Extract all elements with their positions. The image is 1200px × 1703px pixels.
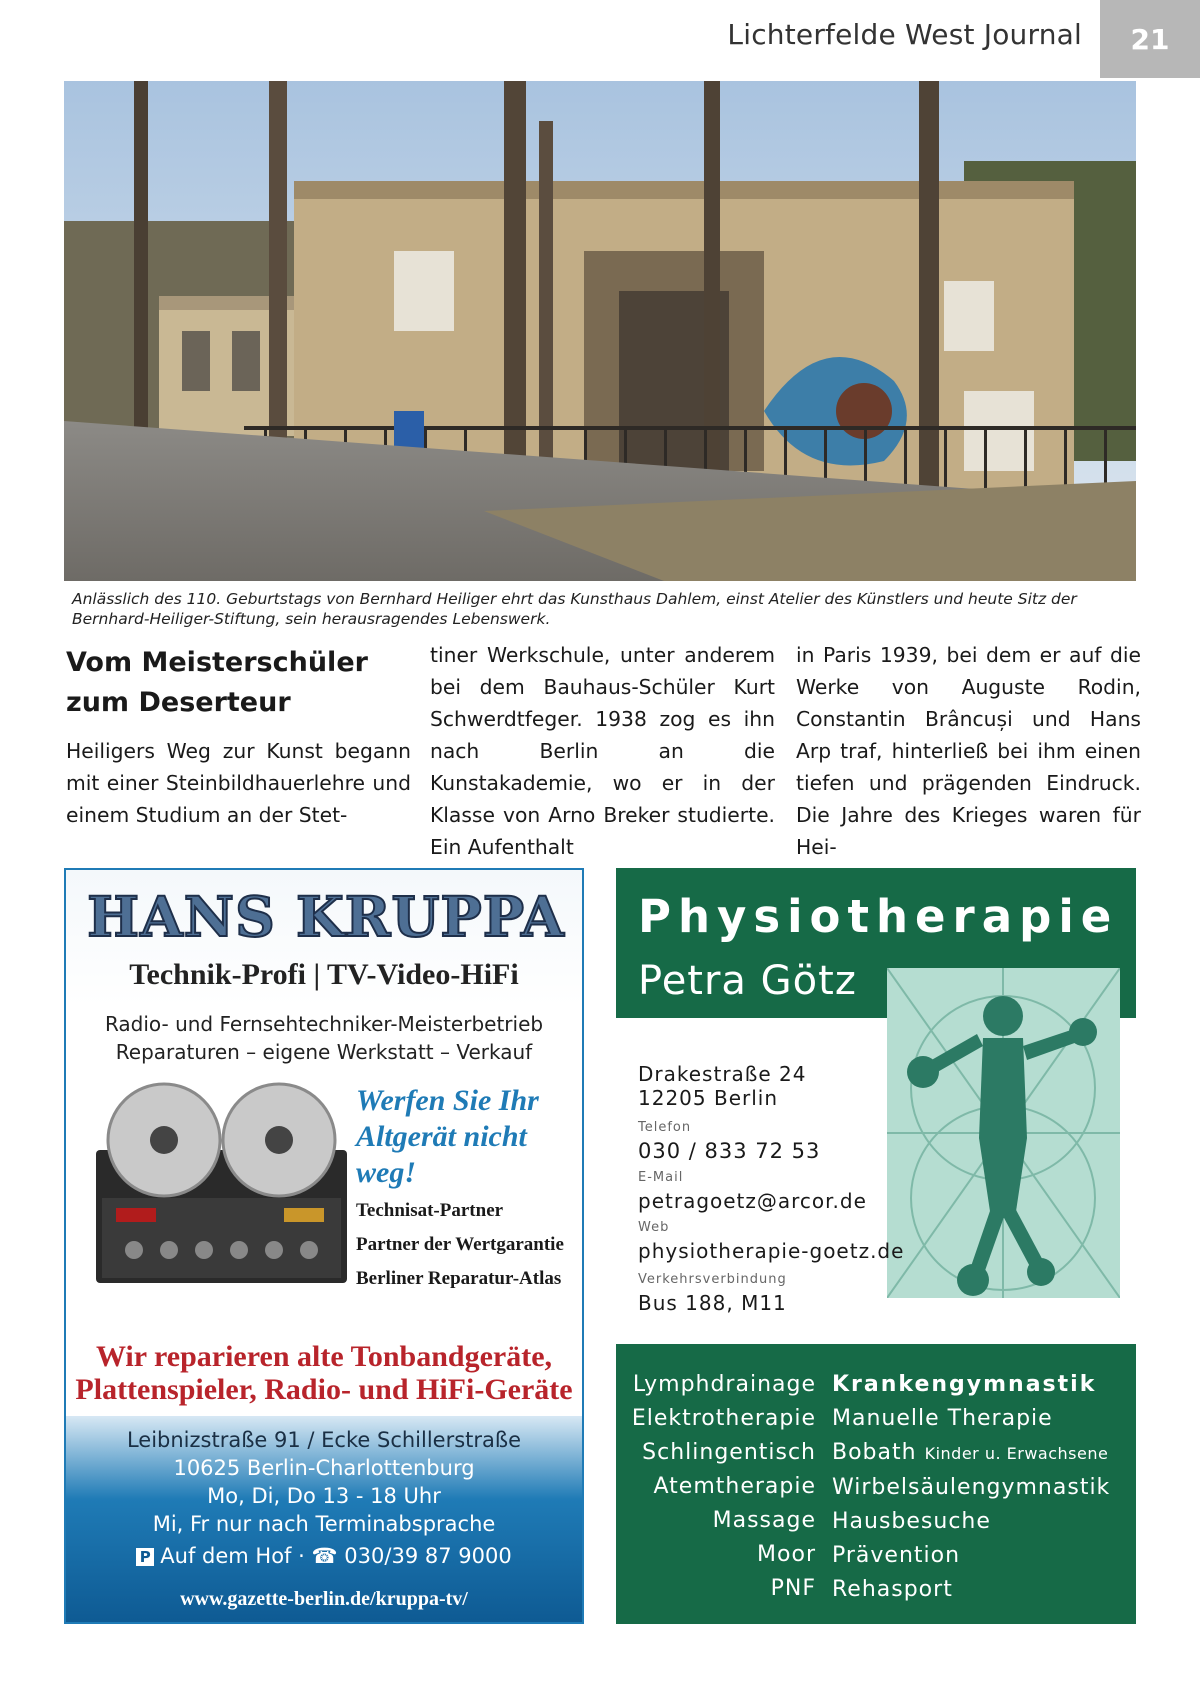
service-item: Prävention	[832, 1543, 961, 1568]
kruppa-line-2: Reparaturen – eigene Werkstatt – Verkauf	[115, 1040, 533, 1064]
kruppa-hours-2: Mi, Fr nur nach Terminabsprache	[152, 1512, 496, 1536]
service-bobath: Bobath	[832, 1440, 917, 1465]
service-bobath-note: Kinder u. Erwachsene	[924, 1444, 1109, 1463]
parking-icon: P	[136, 1548, 154, 1566]
kruppa-parking-phone	[66, 1544, 582, 1568]
kruppa-contact-panel	[66, 1416, 582, 1624]
physio-transit-block	[638, 1272, 787, 1315]
kruppa-parking-text: Auf dem Hof · ☎ 030/39 87 9000	[160, 1544, 512, 1568]
article-column-3: in Paris 1939, bei dem er auf die Werke von Auguste Rodin, Constantin Brâncuși und Hans Arp traf, hinterließ bei ihm einen tiefen und prägenden Eindruck. Die Jahre des Krieges waren für Hei-	[796, 643, 1141, 859]
service-item: Moor	[757, 1542, 816, 1567]
werfen-line-1: Werfen Sie Ihr	[356, 1084, 539, 1117]
article-headline	[66, 643, 406, 723]
physio-transit-label: Verkehrsverbindung	[638, 1272, 787, 1287]
kruppa-partner-1: Technisat-Partner	[356, 1200, 504, 1221]
physio-web-block	[638, 1220, 904, 1263]
physio-email[interactable]: petragoetz@arcor.de	[638, 1189, 867, 1213]
kruppa-slogan	[66, 1340, 582, 1406]
service-item: Rehasport	[832, 1577, 953, 1602]
physio-advertisement	[616, 868, 1136, 1624]
kruppa-line-1: Radio- und Fernsehtechniker-Meisterbetrieb	[104, 1012, 544, 1036]
headline-line-2: zum Deserteur	[66, 687, 291, 718]
kunsthaus-photo	[64, 81, 1136, 581]
physio-services-panel	[616, 1344, 1136, 1624]
kruppa-partner-2: Partner der Wertgarantie	[356, 1234, 564, 1255]
kruppa-werfen-text	[356, 1083, 576, 1191]
service-item: Wirbelsäulengymnastik	[832, 1475, 1111, 1500]
physio-phone-label: Telefon	[638, 1120, 692, 1135]
physio-transit: Bus 188, M11	[638, 1291, 787, 1315]
kruppa-hours-1: Mo, Di, Do 13 - 18 Uhr	[207, 1484, 441, 1508]
service-item: Krankengymnastik	[832, 1372, 1097, 1397]
physio-phone-block	[638, 1120, 820, 1163]
kruppa-partner-3: Berliner Reparatur-Atlas	[356, 1268, 562, 1289]
physio-address	[638, 1062, 807, 1110]
physio-email-block	[638, 1170, 867, 1213]
service-item	[832, 1436, 1132, 1471]
service-item: Schlingentisch	[642, 1440, 816, 1465]
werfen-line-3: weg!	[356, 1156, 416, 1189]
kruppa-website[interactable]: www.gazette-berlin.de/kruppa-tv/	[180, 1588, 468, 1610]
physio-phone: 030 / 833 72 53	[638, 1139, 821, 1163]
journal-title: Lichterfelde West Journal	[727, 18, 1082, 51]
service-item: Lymphdrainage	[632, 1372, 816, 1397]
physio-city: 12205 Berlin	[638, 1086, 779, 1110]
slogan-line-2: Plattenspieler, Radio- und HiFi-Geräte	[75, 1373, 573, 1406]
slogan-line-1: Wir reparieren alte Tonbandgeräte,	[95, 1340, 553, 1373]
kruppa-subtitle: Technik-Profi | TV-Video-HiFi	[129, 958, 519, 991]
page-number: 21	[1100, 0, 1200, 78]
article-column-2: tiner Werkschule, unter anderem bei dem Bauhaus-Schüler Kurt Schwerdtfeger. 1938 zog es ihn nach Berlin an die Kunstakademie, wo er in der Klasse von Arno Breker studierte. Ein Aufenthalt	[430, 643, 775, 859]
service-item: Elektrotherapie	[631, 1406, 816, 1431]
service-item: Massage	[712, 1508, 816, 1533]
physio-email-label: E-Mail	[638, 1170, 684, 1185]
kruppa-logo: HANS KRUPPA	[87, 884, 565, 949]
physio-web-label: Web	[638, 1220, 670, 1235]
physio-name: Petra Götz	[638, 958, 857, 1004]
kruppa-address-2: 10625 Berlin-Charlottenburg	[173, 1456, 475, 1480]
service-item: Atemtherapie	[653, 1474, 816, 1499]
physio-services-left	[616, 1368, 816, 1606]
physio-web[interactable]: physiotherapie-goetz.de	[638, 1239, 905, 1263]
service-item: PNF	[770, 1576, 816, 1601]
article-column-1: Heiligers Weg zur Kunst begann mit einer Steinbildhauerlehre und einem Studium an der Stet-	[66, 739, 411, 827]
service-item: Manuelle Therapie	[832, 1406, 1053, 1431]
tape-recorder-icon	[94, 1080, 349, 1285]
physio-services-right	[832, 1368, 1132, 1607]
werfen-line-2: Altgerät nicht	[356, 1120, 527, 1153]
physio-title: Physiotherapie	[638, 890, 1119, 943]
service-item: Hausbesuche	[832, 1509, 991, 1534]
kruppa-advertisement	[64, 868, 584, 1624]
vitruvian-figure-icon	[887, 968, 1120, 1298]
physio-street: Drakestraße 24	[638, 1062, 807, 1086]
photo-caption: Anlässlich des 110. Geburtstags von Bernhard Heiliger ehrt das Kunsthaus Dahlem, einst Atelier des Künstlers und heute Sitz der Bernhard-Heiliger-Stiftung, sein herausragendes Lebenswerk.	[72, 590, 1077, 628]
headline-line-1: Vom Meisterschüler	[66, 647, 368, 678]
kruppa-address-1: Leibnizstraße 91 / Ecke Schillerstraße	[126, 1428, 522, 1452]
